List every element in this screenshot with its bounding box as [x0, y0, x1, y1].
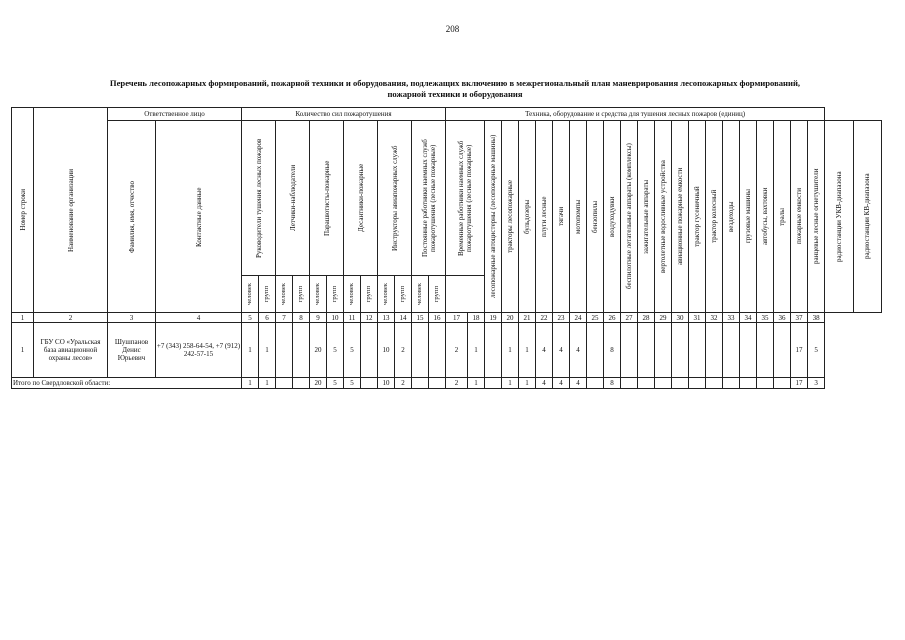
column-number: 35 — [757, 313, 774, 323]
column-number: 37 — [791, 313, 808, 323]
unit-cell: групп — [395, 276, 412, 313]
data-cell — [672, 323, 689, 378]
total-cell: 17 — [791, 378, 808, 389]
data-cell: 4 — [536, 323, 553, 378]
total-cell — [293, 378, 310, 389]
document-title — [30, 78, 880, 99]
total-cell: 1 — [502, 378, 519, 389]
total-cell: 1 — [259, 378, 276, 389]
column-number: 15 — [412, 313, 429, 323]
data-cell — [361, 323, 378, 378]
header-force-1: Летчики-наблюдатели — [276, 121, 310, 276]
header-equipment-group: Техника, оборудование и средства для тушения лесных пожаров (единиц) — [446, 108, 825, 121]
column-number: 34 — [740, 313, 757, 323]
data-cell: 10 — [378, 323, 395, 378]
data-cell — [429, 323, 446, 378]
column-number: 4 — [156, 313, 242, 323]
column-number: 13 — [378, 313, 395, 323]
column-number: 10 — [327, 313, 344, 323]
header-equipment-11: авиационные пожарные емкости — [672, 121, 689, 313]
column-number: 9 — [310, 313, 327, 323]
data-cell — [485, 323, 502, 378]
column-number: 2 — [34, 313, 108, 323]
column-number: 28 — [638, 313, 655, 323]
unit-cell: человек — [412, 276, 429, 313]
header-force-0: Руководители тушения лесных пожаров — [242, 121, 276, 276]
unit-cell: групп — [293, 276, 310, 313]
data-cell: 5 — [327, 323, 344, 378]
total-cell: 2 — [395, 378, 412, 389]
org-name: ГБУ СО «Уральская база авиационной охраны лесов» — [34, 323, 108, 378]
header-equipment-16: автобусы, вахтовки — [757, 121, 774, 313]
column-number: 24 — [570, 313, 587, 323]
header-equipment-10: вертолетные водосливные устройства — [655, 121, 672, 313]
header-equipment-21: радиостанции КВ-диапазона — [853, 121, 881, 313]
total-cell: 3 — [808, 378, 825, 389]
header-equipment-12: трактор гусеничный — [689, 121, 706, 313]
header-equipment-18: пожарные емкости — [791, 121, 808, 313]
total-cell — [276, 378, 293, 389]
column-number: 1 — [12, 313, 34, 323]
data-cell: 8 — [604, 323, 621, 378]
total-cell — [361, 378, 378, 389]
unit-cell: групп — [429, 276, 446, 313]
column-number: 6 — [259, 313, 276, 323]
total-cell — [774, 378, 791, 389]
column-number: 7 — [276, 313, 293, 323]
data-cell: 5 — [344, 323, 361, 378]
column-number: 38 — [808, 313, 825, 323]
column-number: 23 — [553, 313, 570, 323]
total-cell: 10 — [378, 378, 395, 389]
data-cell: 1 — [242, 323, 259, 378]
data-cell: 1 — [502, 323, 519, 378]
forces-table — [11, 107, 882, 389]
total-cell — [485, 378, 502, 389]
total-cell: 4 — [570, 378, 587, 389]
unit-cell: человек — [344, 276, 361, 313]
data-cell — [723, 323, 740, 378]
header-equipment-6: бензопилы — [587, 121, 604, 313]
header-equipment-8: беспилотные летательные аппараты (комплексы) — [621, 121, 638, 313]
header-equipment-17: тралы — [774, 121, 791, 313]
column-number: 36 — [774, 313, 791, 323]
data-cell — [276, 323, 293, 378]
title-line-1: Перечень лесопожарных формирований, пожарной техники и оборудования, подлежащих включению в межрегиональный план маневрирования лесопожарных формирований, — [109, 78, 801, 88]
responsible-fio: Шушпанов Денис Юрьевич — [108, 323, 156, 378]
data-cell — [587, 323, 604, 378]
total-cell: 20 — [310, 378, 327, 389]
header-fio: Фамилия, имя, отчество — [108, 121, 156, 313]
total-cell — [723, 378, 740, 389]
total-cell — [689, 378, 706, 389]
column-number: 11 — [344, 313, 361, 323]
total-cell — [740, 378, 757, 389]
header-equipment-3: плуги лесные — [536, 121, 553, 313]
total-cell: 2 — [446, 378, 468, 389]
column-number: 26 — [604, 313, 621, 323]
data-cell: 1 — [259, 323, 276, 378]
data-cell — [689, 323, 706, 378]
data-cell — [655, 323, 672, 378]
data-cell — [706, 323, 723, 378]
column-number: 33 — [723, 313, 740, 323]
total-cell — [621, 378, 638, 389]
header-force-6: Временные работники наемных служб пожаротушения (лесные пожарные) — [446, 121, 485, 276]
unit-cell: групп — [259, 276, 276, 313]
total-label: Итого по Свердловской области: — [12, 378, 242, 389]
data-cell: 2 — [395, 323, 412, 378]
total-cell: 8 — [604, 378, 621, 389]
header-force-2: Парашютисты-пожарные — [310, 121, 344, 276]
header-equipment-1: тракторы лесопожарные — [502, 121, 519, 313]
header-equipment-0: лесопожарные автоцистерны (лесопожарные машины) — [485, 121, 502, 313]
column-number: 17 — [446, 313, 468, 323]
column-number: 5 — [242, 313, 259, 323]
header-equipment-15: грузовые машины — [740, 121, 757, 313]
header-force-4: Инструкторы авиапожарных служб — [378, 121, 412, 276]
column-number: 32 — [706, 313, 723, 323]
column-number: 27 — [621, 313, 638, 323]
data-cell: 1 — [468, 323, 485, 378]
total-cell — [706, 378, 723, 389]
header-equipment-13: трактор колесный — [706, 121, 723, 313]
data-cell: 1 — [519, 323, 536, 378]
total-cell: 1 — [242, 378, 259, 389]
forces-table-wrapper — [11, 107, 882, 389]
total-cell — [587, 378, 604, 389]
title-line-2: пожарной техники и оборудования — [387, 88, 523, 99]
column-number: 31 — [689, 313, 706, 323]
total-cell: 5 — [344, 378, 361, 389]
header-force-3: Десантники-пожарные — [344, 121, 378, 276]
data-cell: 4 — [553, 323, 570, 378]
total-cell — [655, 378, 672, 389]
data-cell — [638, 323, 655, 378]
column-number: 21 — [519, 313, 536, 323]
unit-cell: групп — [361, 276, 378, 313]
header-equipment-4: тягачи — [553, 121, 570, 313]
page-number: 208 — [445, 24, 460, 34]
total-cell: 4 — [553, 378, 570, 389]
data-cell: 4 — [570, 323, 587, 378]
data-cell — [621, 323, 638, 378]
column-number: 29 — [655, 313, 672, 323]
column-number: 19 — [485, 313, 502, 323]
total-cell: 1 — [519, 378, 536, 389]
header-equipment-14: вездеходы — [723, 121, 740, 313]
header-equipment-19: ранцевые лесные огнетушители — [808, 121, 825, 313]
header-equipment-5: мотопомпы — [570, 121, 587, 313]
data-cell: 17 — [791, 323, 808, 378]
data-cell — [774, 323, 791, 378]
total-cell: 1 — [468, 378, 485, 389]
data-cell — [412, 323, 429, 378]
header-org-name: Наименование организации — [34, 108, 108, 313]
data-cell — [293, 323, 310, 378]
data-cell: 2 — [446, 323, 468, 378]
header-equipment-20: радиостанции УКВ-диапазона — [825, 121, 853, 313]
column-number: 20 — [502, 313, 519, 323]
unit-cell: человек — [378, 276, 395, 313]
column-number: 12 — [361, 313, 378, 323]
header-equipment-2: бульдозеры — [519, 121, 536, 313]
header-equipment-7: воздуходувки — [604, 121, 621, 313]
total-cell: 4 — [536, 378, 553, 389]
unit-cell: групп — [327, 276, 344, 313]
column-number: 25 — [587, 313, 604, 323]
total-cell — [672, 378, 689, 389]
column-number: 30 — [672, 313, 689, 323]
column-number: 8 — [293, 313, 310, 323]
total-cell — [412, 378, 429, 389]
responsible-contacts: +7 (343) 258-64-54, +7 (912) 242-57-15 — [156, 323, 242, 378]
column-number: 14 — [395, 313, 412, 323]
column-number: 3 — [108, 313, 156, 323]
header-row-number: Номер строки — [12, 108, 34, 313]
column-number: 18 — [468, 313, 485, 323]
row-number: 1 — [12, 323, 34, 378]
header-contacts: Контактные данные — [156, 121, 242, 313]
header-forces-group: Количество сил пожаротушения — [242, 108, 446, 121]
total-cell — [429, 378, 446, 389]
unit-cell: человек — [310, 276, 327, 313]
data-cell: 20 — [310, 323, 327, 378]
column-number: 16 — [429, 313, 446, 323]
data-cell — [740, 323, 757, 378]
header-responsible: Ответственное лицо — [108, 108, 242, 121]
total-cell — [638, 378, 655, 389]
total-cell: 5 — [327, 378, 344, 389]
unit-cell: человек — [276, 276, 293, 313]
unit-cell: человек — [242, 276, 259, 313]
data-cell: 5 — [808, 323, 825, 378]
column-number: 22 — [536, 313, 553, 323]
total-cell — [757, 378, 774, 389]
data-cell — [757, 323, 774, 378]
header-equipment-9: зажигательные аппараты — [638, 121, 655, 313]
header-force-5: Постоянные работники наемных служб пожаротушения (лесные пожарные) — [412, 121, 446, 276]
